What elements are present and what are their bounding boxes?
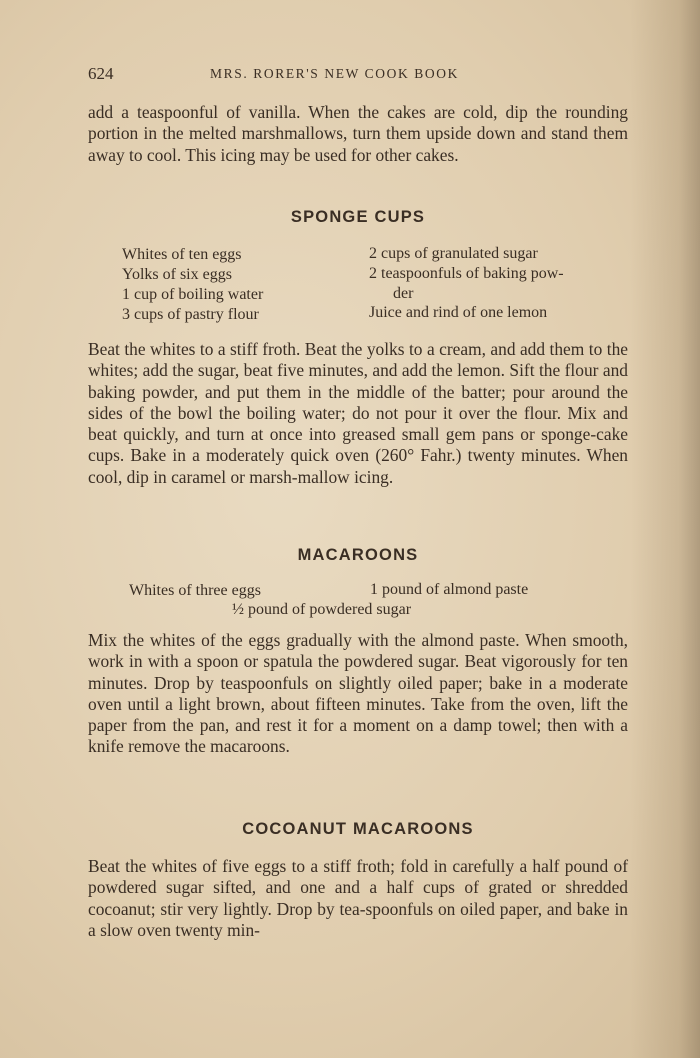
page-edge-shadow (630, 0, 700, 1058)
ingredient-item: Whites of three eggs (129, 582, 261, 599)
macaroons-heading: MACAROONS (297, 546, 419, 564)
ingredient-item: 2 cups of granulated sugar (369, 245, 538, 262)
cocoanut-macaroons-method: Beat the whites of five eggs to a stiff froth; fold in carefully a half pound of powdered sugar sifted, and one and a half cups of grated or shredded cocoanut; stir very lightly. Drop by tea-spoonfuls on oiled paper, and bake in a slow oven twenty min- (88, 856, 628, 940)
ingredient-item: 2 teaspoonfuls of baking pow- (369, 265, 564, 282)
ingredient-item: der (393, 285, 414, 302)
ingredient-item: Whites of ten eggs (122, 246, 242, 263)
intro-paragraph: add a teaspoonful of vanilla. When the cakes are cold, dip the rounding portion in the melted marshmallows, turn them upside down and stand them away to cool. This icing may be used for other cakes. (88, 102, 628, 165)
cocoanut-macaroons-heading: COCOANUT MACAROONS (242, 820, 474, 838)
sponge-cups-heading: SPONGE CUPS (290, 208, 426, 226)
ingredient-item: ½ pound of powdered sugar (232, 601, 412, 618)
ingredient-item: 1 cup of boiling water (122, 286, 264, 303)
running-header (88, 64, 628, 88)
book-title: MRS. RORER'S NEW COOK BOOK (210, 66, 459, 81)
ingredient-item: Yolks of six eggs (122, 266, 232, 283)
sponge-cups-method: Beat the whites to a stiff froth. Beat the yolks to a cream, and add them to the whites; add the sugar, beat five minutes, and add the lemon. Sift the flour and baking powder, and put them in the middle of the batter; pour around the sides of the bowl the boiling water; do not pour it over the flour. Mix and beat quickly, and turn at once into greased small gem pans or sponge-cake cups. Bake in a moderately quick oven (260° Fahr.) twenty minutes. When cool, dip in caramel or marsh-mallow icing. (88, 339, 628, 487)
ingredient-item: 1 pound of almond paste (370, 581, 529, 598)
ingredient-item: Juice and rind of one lemon (369, 304, 548, 321)
macaroons-method: Mix the whites of the eggs gradually with the almond paste. When smooth, work in with a spoon or spatula the powdered sugar. Beat vigorously for ten minutes. Drop by teaspoonfuls on slightly oiled paper; bake in a moderate oven until a light brown, about fifteen minutes. Take from the oven, lift the paper from the pan, and rest it for a moment on a damp towel; then with a knife remove the macaroons. (88, 630, 628, 757)
ingredient-item: 3 cups of pastry flour (122, 306, 259, 323)
page-number: 624 (88, 64, 114, 83)
